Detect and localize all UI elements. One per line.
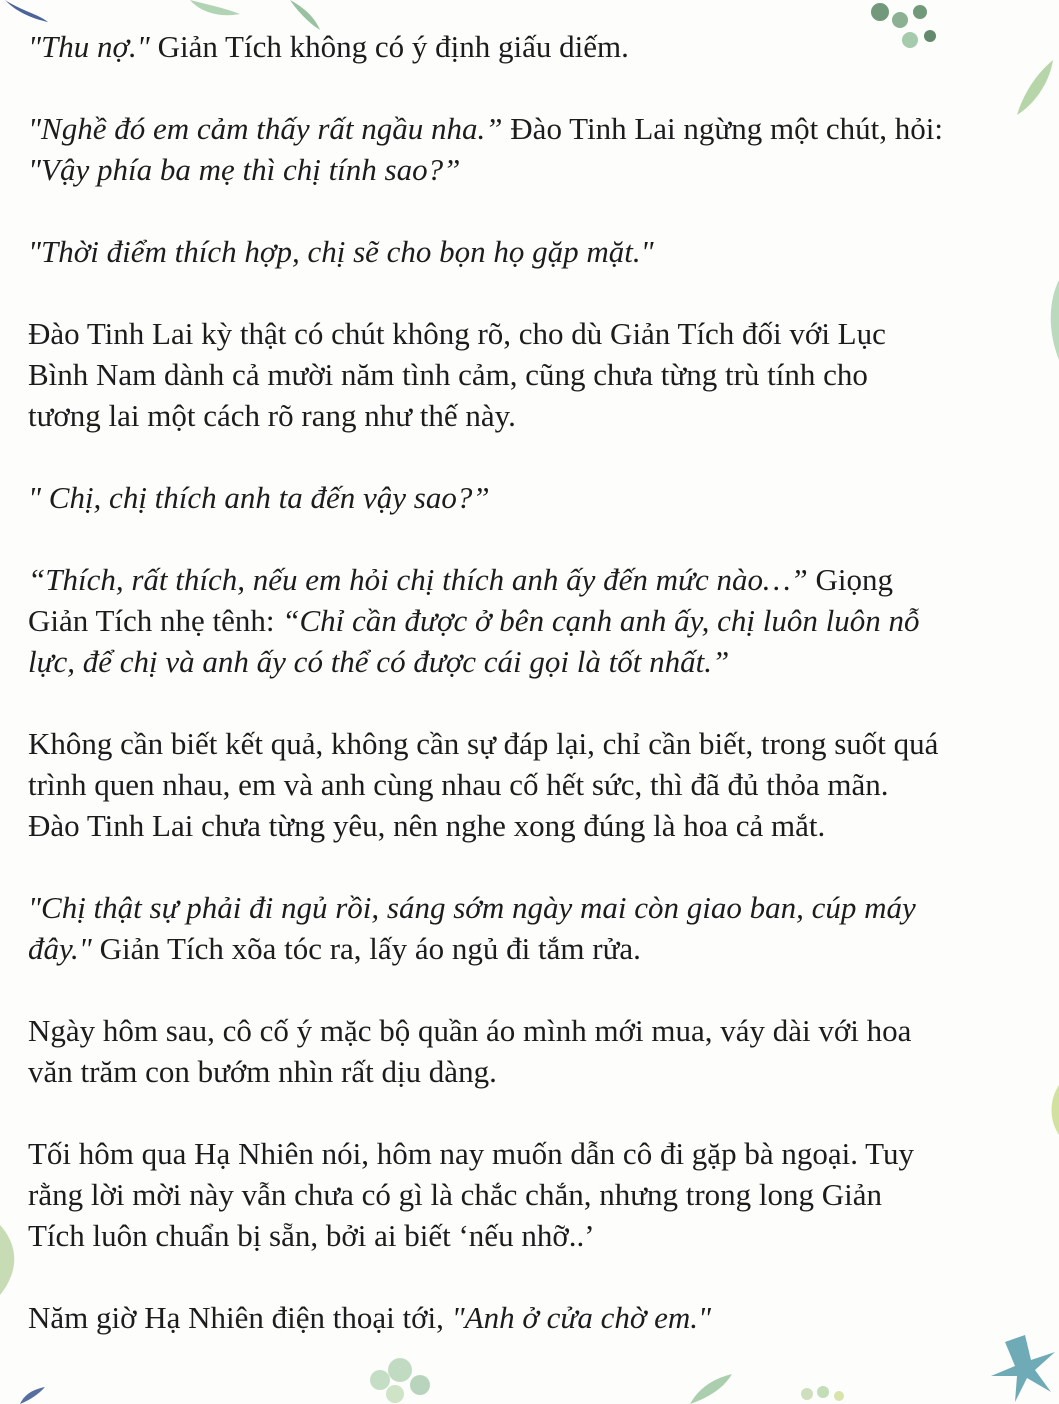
text-line: [28, 1133, 1043, 1174]
text-line: [28, 764, 1043, 805]
paragraph: [28, 1297, 1043, 1338]
text-segment: tương lai một cách rõ rang như thế này.: [28, 398, 516, 433]
text-line: [28, 805, 1043, 846]
text-segment: Không cần biết kết quả, không cần sự đáp lại, chỉ cần biết, trong suốt quá: [28, 726, 939, 761]
text-line: [28, 1010, 1043, 1051]
text-segment: trình quen nhau, em và anh cùng nhau cố hết sức, thì đã đủ thỏa mãn.: [28, 767, 889, 802]
italic-text-segment: “Chỉ cần được ở bên cạnh anh ấy, chị luôn luôn nỗ: [282, 603, 920, 638]
italic-text-segment: "Nghề đó em cảm thấy rất ngầu nha.”: [28, 111, 503, 146]
paragraph: [28, 1010, 1043, 1092]
text-segment: Đào Tinh Lai ngừng một chút, hỏi:: [502, 111, 944, 146]
leaf-decoration-bottom-right-small: [795, 1382, 855, 1404]
text-segment: Năm giờ Hạ Nhiên điện thoại tới,: [28, 1300, 452, 1335]
paragraph: [28, 313, 1043, 436]
paragraph: [28, 887, 1043, 969]
text-line: [28, 887, 1043, 928]
paragraph: [28, 108, 1043, 190]
text-line: [28, 313, 1043, 354]
paragraph: [28, 477, 1043, 518]
leaf-decoration-right-lower: [1045, 1085, 1059, 1135]
text-line: [28, 26, 1043, 67]
leaf-decoration-bottom-left: [10, 1385, 50, 1404]
text-line: [28, 1051, 1043, 1092]
italic-text-segment: đây.": [28, 931, 92, 966]
text-segment: Đào Tinh Lai kỳ thật có chút không rõ, cho dù Giản Tích đối với Lục: [28, 316, 886, 351]
paragraph: [28, 26, 1043, 67]
text-segment: rằng lời mời này vẫn chưa có gì là chắc chắn, nhưng trong long Giản: [28, 1177, 883, 1212]
text-line: [28, 108, 1043, 149]
italic-text-segment: "Anh ở cửa chờ em.": [451, 1300, 712, 1335]
text-segment: Tích luôn chuẩn bị sẵn, bởi ai biết ‘nếu nhỡ..’: [28, 1218, 595, 1253]
text-line: [28, 928, 1043, 969]
text-segment: Bình Nam dành cả mười năm tình cảm, cũng chưa từng trù tính cho: [28, 357, 868, 392]
text-line: [28, 354, 1043, 395]
text-line: [28, 395, 1043, 436]
text-line: [28, 1174, 1043, 1215]
text-segment: Đào Tinh Lai chưa từng yêu, nên nghe xong đúng là hoa cả mắt.: [28, 808, 826, 843]
paragraph: [28, 1133, 1043, 1256]
leaf-decoration-left-lower: [0, 1225, 24, 1295]
text-segment: Giản Tích xõa tóc ra, lấy áo ngủ đi tắm rửa.: [91, 931, 641, 966]
text-segment: văn trăm con bướm nhìn rất dịu dàng.: [28, 1054, 497, 1089]
italic-text-segment: lực, để chị và anh ấy có thể có được cái gọi là tốt nhất.”: [28, 644, 730, 679]
text-segment: Giản Tích không có ý định giấu diếm.: [149, 29, 629, 64]
leaf-decoration-right-middle: [1045, 280, 1059, 360]
italic-text-segment: "Thu nợ.": [28, 29, 150, 64]
italic-text-segment: "Chị thật sự phải đi ngủ rồi, sáng sớm ngày mai còn giao ban, cúp máy: [28, 890, 916, 925]
text-segment: Tối hôm qua Hạ Nhiên nói, hôm nay muốn dẫn cô đi gặp bà ngoại. Tuy: [28, 1136, 914, 1171]
italic-text-segment: "Vậy phía ba mẹ thì chị tính sao?”: [28, 152, 461, 187]
text-segment: Giọng: [807, 562, 894, 597]
text-line: [28, 231, 1043, 272]
text-line: [28, 559, 1043, 600]
text-line: [28, 1297, 1043, 1338]
text-segment: Giản Tích nhẹ tênh:: [28, 603, 283, 638]
paragraph: [28, 559, 1043, 682]
italic-text-segment: " Chị, chị thích anh ta đến vậy sao?”: [28, 480, 490, 515]
text-segment: Ngày hôm sau, cô cố ý mặc bộ quần áo mình mới mua, váy dài với hoa: [28, 1013, 912, 1048]
text-line: [28, 1215, 1043, 1256]
document-body: [28, 26, 1043, 1379]
paragraph: [28, 231, 1043, 272]
text-line: [28, 600, 1043, 641]
text-line: [28, 641, 1043, 682]
text-line: [28, 477, 1043, 518]
text-line: [28, 149, 1043, 190]
paragraph: [28, 723, 1043, 846]
italic-text-segment: "Thời điểm thích hợp, chị sẽ cho bọn họ gặp mặt.": [28, 234, 654, 269]
italic-text-segment: “Thích, rất thích, nếu em hỏi chị thích anh ấy đến mức nào…”: [28, 562, 808, 597]
text-line: [28, 723, 1043, 764]
